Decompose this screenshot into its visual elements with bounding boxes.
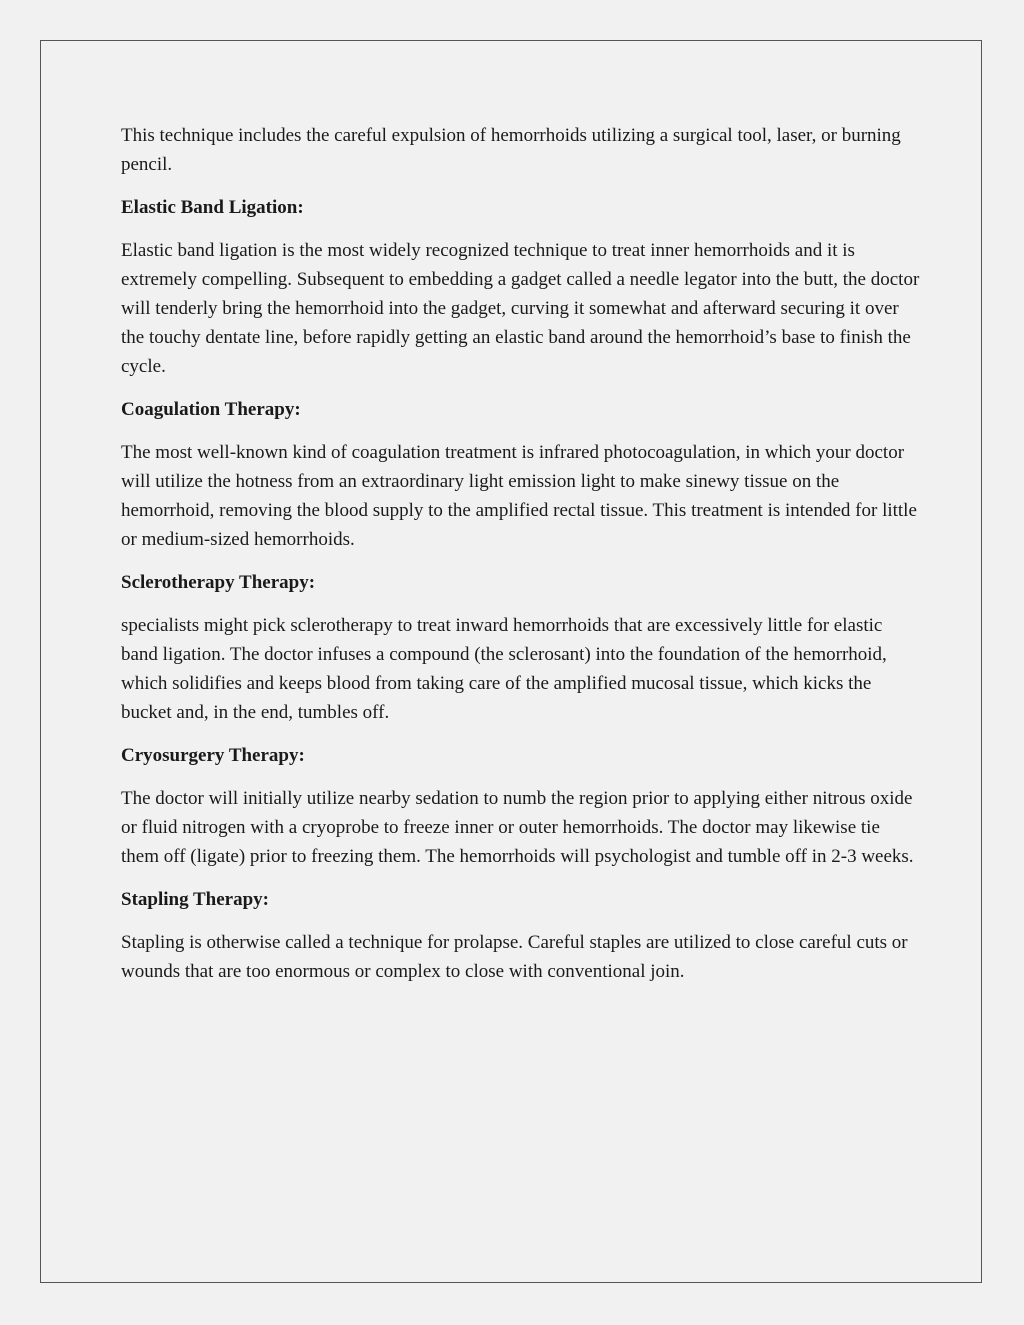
document-content (121, 121, 921, 1000)
section-body-sclerotherapy-therapy: specialists might pick sclerotherapy to treat inward hemorrhoids that are excessively little for elastic band ligation. The doctor infuses a compound (the sclerosant) into the foundation of the hemorrhoid, which solidifies and keeps blood from taking care of the amplified mucosal tissue, which kicks the bucket and, in the end, tumbles off. (121, 615, 887, 723)
section-heading-coagulation-therapy: Coagulation Therapy: (121, 399, 301, 420)
section-heading-elastic-band-ligation: Elastic Band Ligation: (121, 197, 304, 218)
section-heading-stapling-therapy: Stapling Therapy: (121, 889, 269, 910)
intro-paragraph: This technique includes the careful expulsion of hemorrhoids utilizing a surgical tool, laser, or burning pencil. (121, 125, 901, 175)
section-heading-cryosurgery-therapy: Cryosurgery Therapy: (121, 745, 305, 766)
section-heading-sclerotherapy-therapy: Sclerotherapy Therapy: (121, 572, 316, 593)
section-body-cryosurgery-therapy: The doctor will initially utilize nearby sedation to numb the region prior to applying either nitrous oxide or fluid nitrogen with a cryoprobe to freeze inner or outer hemorrhoids. The doctor may likewise tie them off (ligate) prior to freezing them. The hemorrhoids will psychologist and tumble off in 2-3 weeks. (121, 788, 914, 867)
document-page (40, 40, 982, 1283)
section-body-elastic-band-ligation: Elastic band ligation is the most widely recognized technique to treat inner hemorrhoids and it is extremely compelling. Subsequent to embedding a gadget called a needle legator into the butt, the doctor will tenderly bring the hemorrhoid into the gadget, curving it somewhat and afterward securing it over the touchy dentate line, before rapidly getting an elastic band around the hemorrhoid’s base to finish the cycle. (121, 240, 920, 377)
section-body-stapling-therapy: Stapling is otherwise called a technique for prolapse. Careful staples are utilized to close careful cuts or wounds that are too enormous or complex to close with conventional join. (121, 932, 908, 982)
section-body-coagulation-therapy: The most well-known kind of coagulation treatment is infrared photocoagulation, in which your doctor will utilize the hotness from an extraordinary light emission light to make sinewy tissue on the hemorrhoid, removing the blood supply to the amplified rectal tissue. This treatment is intended for little or medium-sized hemorrhoids. (121, 442, 917, 550)
